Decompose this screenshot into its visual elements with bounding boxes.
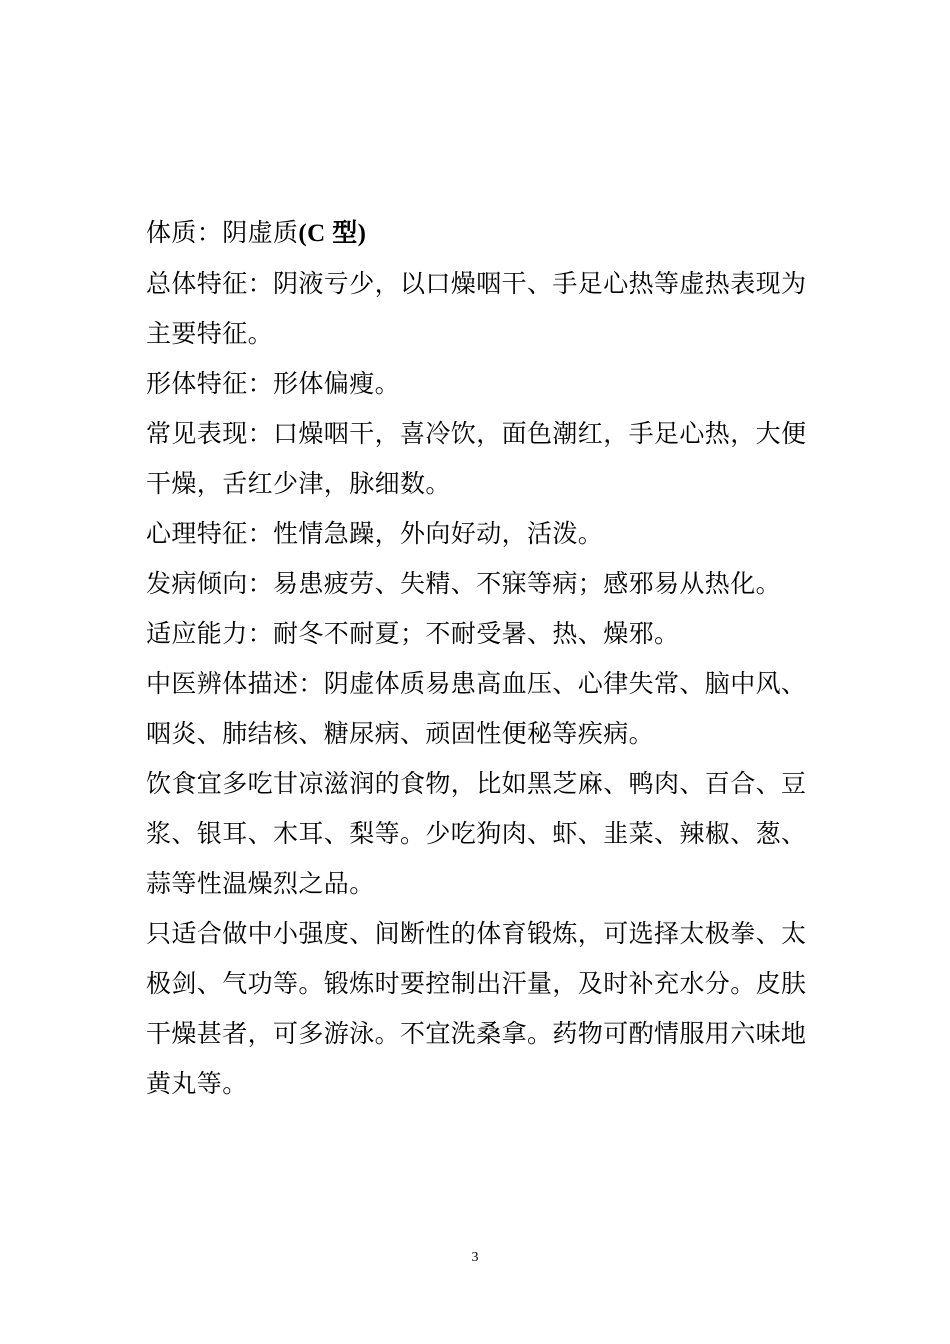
paragraph-disease-tendency: 发病倾向：易患疲劳、失精、不寐等病；感邪易从热化。 (146, 569, 782, 598)
paragraph-exercise-advice: 只适合做中小强度、间断性的体育锻炼，可选择太极拳、太极剑、气功等。锻炼时要控制出汗量，及时补充水分。皮肤干燥甚者，可多游泳。不宜洗桑拿。药物可酌情服用六味地黄丸等。 (146, 919, 807, 1098)
paragraph-overall-features: 总体特征：阴液亏少，以口燥咽干、手足心热等虚热表现为主要特征。 (146, 269, 807, 348)
document-body (146, 208, 810, 1109)
title-prefix: 体质：阴虚质 (146, 218, 299, 247)
page-number: 3 (471, 1250, 479, 1265)
title-type: (C 型) (298, 220, 367, 247)
constitution-title (146, 208, 810, 259)
paragraph-adaptability: 适应能力：耐冬不耐夏；不耐受暑、热、燥邪。 (146, 619, 680, 648)
paragraph-diet-advice: 饮食宜多吃甘凉滋润的食物，比如黑芝麻、鸭肉、百合、豆浆、银耳、木耳、梨等。少吃狗肉、虾、韭菜、辣椒、葱、蒜等性温燥烈之品。 (146, 769, 807, 898)
paragraph-tcm-description: 中医辨体描述：阴虚体质易患高血压、心律失常、脑中风、咽炎、肺结核、糖尿病、顽固性便秘等疾病。 (146, 669, 807, 748)
paragraph-body-features: 形体特征：形体偏瘦。 (146, 369, 401, 398)
paragraph-psychological-features: 心理特征：性情急躁，外向好动，活泼。 (146, 519, 604, 548)
paragraph-common-symptoms: 常见表现：口燥咽干，喜冷饮，面色潮红，手足心热，大便干燥，舌红少津，脉细数。 (146, 419, 807, 498)
